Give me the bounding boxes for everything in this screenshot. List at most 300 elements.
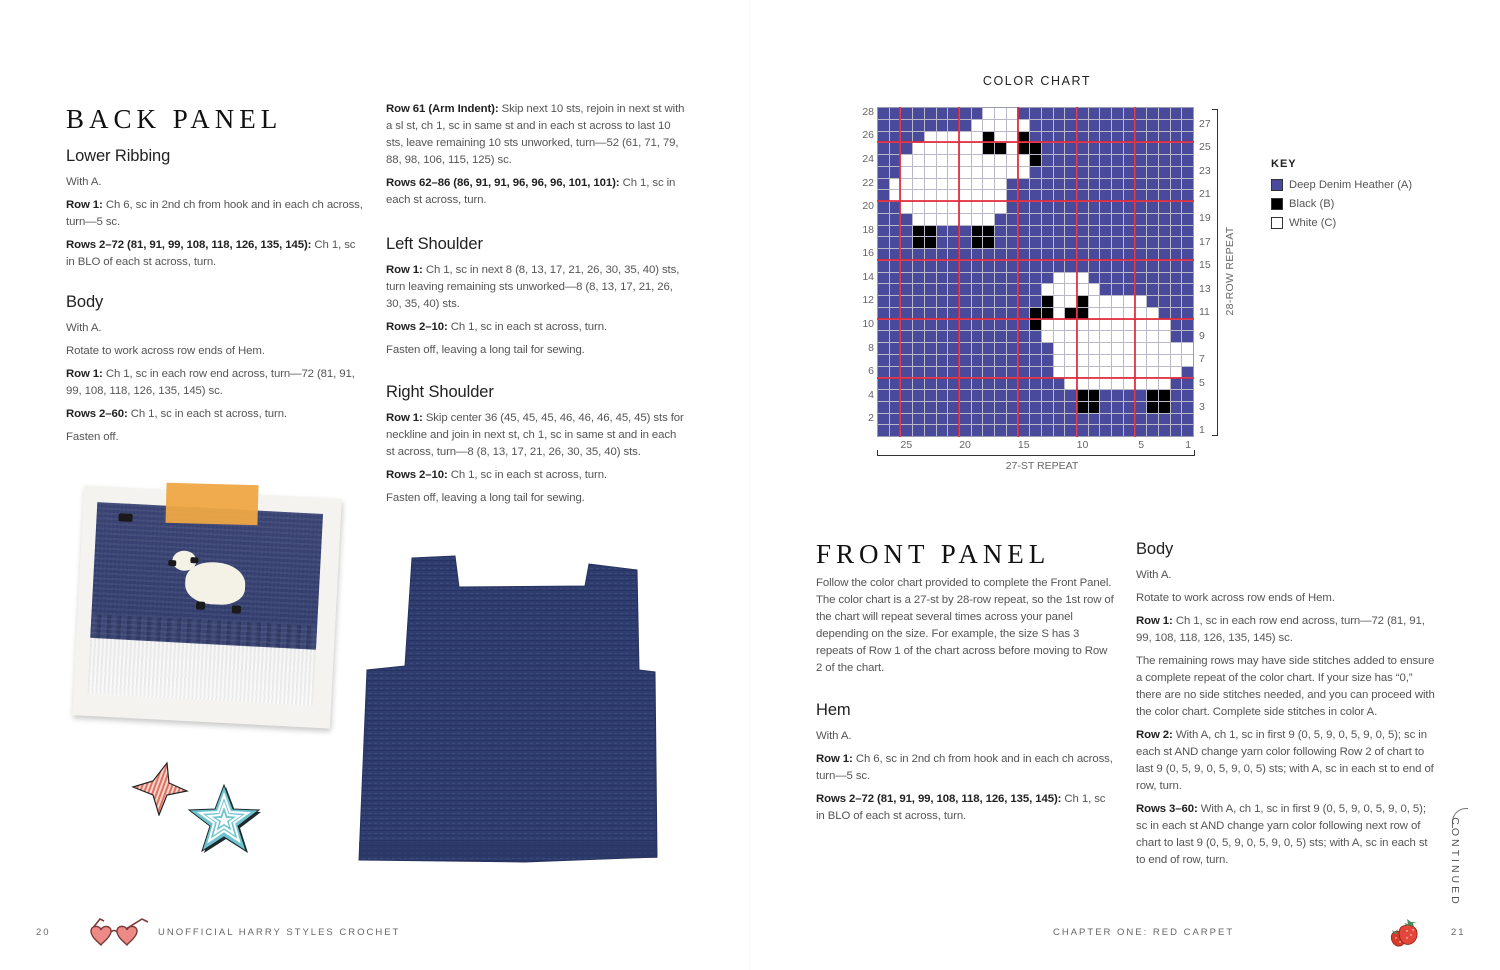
lower-ribbing-heading: Lower Ribbing — [66, 147, 171, 165]
chart-cell — [1065, 167, 1076, 178]
chart-cell — [1112, 273, 1123, 284]
chart-cell — [1182, 414, 1193, 425]
chart-cell — [1171, 261, 1182, 272]
chart-cell — [1182, 378, 1193, 389]
chart-cell — [1100, 402, 1111, 413]
chart-cell — [1159, 108, 1170, 119]
chart-cell — [1054, 261, 1065, 272]
chart-cell — [1124, 273, 1135, 284]
chart-cell — [1042, 331, 1053, 342]
swatch-photo-image — [87, 502, 323, 706]
chart-cell — [1112, 367, 1123, 378]
chart-cell — [983, 284, 994, 295]
chart-cell — [878, 214, 889, 225]
row-tick-label: 18 — [862, 223, 874, 236]
chart-cell — [901, 202, 912, 213]
chart-cell — [901, 402, 912, 413]
chart-cell — [1112, 261, 1123, 272]
chart-cell — [972, 202, 983, 213]
chart-cell — [972, 226, 983, 237]
chart-cell — [1112, 390, 1123, 401]
chart-cell — [1171, 343, 1182, 354]
row-tick-label: 7 — [1199, 353, 1205, 366]
chart-cell — [995, 414, 1006, 425]
chart-cell — [1147, 331, 1158, 342]
chart-cell — [1182, 425, 1193, 436]
chart-cell — [1007, 296, 1018, 307]
sheep-ear — [190, 557, 198, 563]
left-shoulder-row: Row 1: Ch 1, sc in next 8 (8, 13, 17, 21, 26, 30, 35, 40) sts, turn leaving remaining sts unworked—8 (8, 13, 17, 21, 26, 30, 35, 40) sts. — [386, 264, 680, 310]
chart-cell — [1054, 296, 1065, 307]
chart-cell — [878, 179, 889, 190]
chart-cell — [1124, 237, 1135, 248]
chart-cell — [1007, 308, 1018, 319]
chart-cell — [1042, 143, 1053, 154]
body-heading: Body — [66, 293, 104, 311]
chart-cell — [1147, 108, 1158, 119]
chart-cell — [972, 237, 983, 248]
chart-cell — [1065, 355, 1076, 366]
chart-cell — [1112, 331, 1123, 342]
chart-cell — [1171, 214, 1182, 225]
chart-red-gridline — [877, 141, 1194, 143]
chart-cell — [995, 202, 1006, 213]
chart-cell — [1135, 414, 1146, 425]
chart-cell — [983, 331, 994, 342]
chart-cell — [1100, 425, 1111, 436]
chart-cell — [995, 167, 1006, 178]
chart-cell — [960, 355, 971, 366]
row-tick-label: 20 — [862, 200, 874, 213]
chart-cell — [937, 308, 948, 319]
chart-cell — [1065, 273, 1076, 284]
chart-cell — [1030, 343, 1041, 354]
row-tick-label: 10 — [862, 318, 874, 331]
chart-cell — [960, 179, 971, 190]
chart-cell — [1135, 355, 1146, 366]
chart-cell — [937, 296, 948, 307]
chart-cell — [960, 202, 971, 213]
chart-cell — [1171, 202, 1182, 213]
chart-cell — [1018, 320, 1029, 331]
chart-cell — [995, 367, 1006, 378]
white-swatch-icon — [1271, 217, 1283, 229]
chart-cell — [1007, 261, 1018, 272]
chart-cell — [1089, 414, 1100, 425]
chart-cell — [901, 308, 912, 319]
row-tick-label: 3 — [1199, 400, 1205, 413]
striped-star-sticker-icon — [128, 760, 190, 816]
chart-red-gridline — [877, 377, 1194, 379]
chart-cell — [972, 390, 983, 401]
sheep-ear — [168, 560, 176, 566]
chart-cell — [1054, 143, 1065, 154]
chart-cell — [901, 355, 912, 366]
chart-cell — [1054, 414, 1065, 425]
chart-cell — [1124, 249, 1135, 260]
chart-cell — [937, 143, 948, 154]
chart-cell — [1182, 273, 1193, 284]
stitch-tick-label: 5 — [1138, 439, 1145, 451]
chart-cell — [1065, 402, 1076, 413]
row-tick-label: 21 — [1199, 188, 1211, 201]
chart-cell — [972, 320, 983, 331]
row-tick-label: 9 — [1199, 329, 1205, 342]
chart-cell — [1077, 261, 1088, 272]
chart-cell — [913, 202, 924, 213]
chart-cell — [1054, 202, 1065, 213]
chart-cell — [972, 284, 983, 295]
chart-cell — [913, 261, 924, 272]
chart-cell — [960, 214, 971, 225]
chart-cell — [1077, 120, 1088, 131]
row-tick-label: 26 — [862, 129, 874, 142]
chart-cell — [1171, 425, 1182, 436]
chart-cell — [1182, 296, 1193, 307]
chart-cell — [960, 143, 971, 154]
row-tick-label: 2 — [868, 412, 874, 425]
chart-cell — [972, 367, 983, 378]
chart-cell — [1147, 155, 1158, 166]
chart-cell — [983, 414, 994, 425]
chart-cell — [1007, 378, 1018, 389]
chart-cell — [937, 214, 948, 225]
chart-cell — [925, 249, 936, 260]
chart-cell — [1100, 237, 1111, 248]
chart-cell — [878, 390, 889, 401]
continued-label: CONTINUED — [1449, 817, 1461, 907]
chart-cell — [937, 120, 948, 131]
chart-cell — [1054, 167, 1065, 178]
chart-cell — [972, 120, 983, 131]
chart-cell — [1018, 402, 1029, 413]
chart-cell — [960, 425, 971, 436]
chart-cell — [995, 378, 1006, 389]
chart-cell — [983, 202, 994, 213]
strawberries-icon — [1388, 916, 1422, 948]
chart-cell — [1054, 425, 1065, 436]
chart-cell — [878, 108, 889, 119]
chart-cell — [937, 273, 948, 284]
chart-cell — [983, 108, 994, 119]
chart-cell — [1042, 414, 1053, 425]
chart-cell — [1018, 331, 1029, 342]
chart-cell — [913, 402, 924, 413]
chart-cell — [1042, 155, 1053, 166]
chart-cell — [960, 414, 971, 425]
stitch-tick-label: 15 — [1017, 439, 1030, 451]
chart-cell — [1182, 402, 1193, 413]
chart-cell — [1018, 414, 1029, 425]
chart-cell — [913, 331, 924, 342]
chart-red-gridline — [1076, 107, 1078, 437]
chart-cell — [937, 226, 948, 237]
chart-cell — [1112, 425, 1123, 436]
chart-cell — [925, 143, 936, 154]
chart-cell — [1182, 331, 1193, 342]
hem-row: Rows 2–72 (81, 91, 99, 108, 118, 126, 135, 145): Ch 1, sc in BLO of each st across, turn. — [816, 793, 1106, 822]
chart-cell — [1030, 120, 1041, 131]
chart-cell — [972, 343, 983, 354]
chart-cell — [901, 331, 912, 342]
chart-cell — [913, 343, 924, 354]
chart-cell — [913, 179, 924, 190]
chart-cell — [1171, 167, 1182, 178]
chart-cell — [983, 402, 994, 413]
chart-cell — [1100, 284, 1111, 295]
chart-cell — [983, 425, 994, 436]
chart-cell — [1112, 108, 1123, 119]
chart-cell — [1159, 343, 1170, 354]
chart-cell — [1147, 296, 1158, 307]
chart-cell — [1182, 284, 1193, 295]
chart-cell — [1007, 108, 1018, 119]
chart-cell — [1171, 320, 1182, 331]
chart-cell — [925, 414, 936, 425]
chart-cell — [1171, 367, 1182, 378]
chart-cell — [1042, 367, 1053, 378]
chart-cell — [1182, 155, 1193, 166]
chart-cell — [995, 249, 1006, 260]
chart-cell — [1182, 237, 1193, 248]
blue-star-sticker-icon — [186, 782, 262, 854]
chart-cell — [1147, 367, 1158, 378]
chart-cell — [925, 355, 936, 366]
chart-cell — [1089, 320, 1100, 331]
chart-cell — [913, 296, 924, 307]
chart-cell — [1147, 202, 1158, 213]
chart-cell — [972, 378, 983, 389]
chart-cell — [1171, 331, 1182, 342]
chart-cell — [1100, 390, 1111, 401]
row-tick-label: 25 — [1199, 141, 1211, 154]
chart-cell — [878, 261, 889, 272]
chart-cell — [1030, 402, 1041, 413]
chart-cell — [1065, 425, 1076, 436]
chart-cell — [925, 343, 936, 354]
chart-cell — [1124, 108, 1135, 119]
chart-cell — [1112, 202, 1123, 213]
chart-cell — [1159, 284, 1170, 295]
chart-cell — [1100, 214, 1111, 225]
chart-cell — [1159, 179, 1170, 190]
chart-cell — [1112, 120, 1123, 131]
chart-cell — [1054, 355, 1065, 366]
chart-cell — [925, 261, 936, 272]
key-item-deep-denim — [1271, 175, 1412, 194]
chart-cell — [1171, 273, 1182, 284]
chart-cell — [1135, 390, 1146, 401]
chart-cell — [1135, 143, 1146, 154]
chart-cell — [1077, 202, 1088, 213]
chart-cell — [1135, 343, 1146, 354]
chart-cell — [1077, 378, 1088, 389]
chart-cell — [1100, 355, 1111, 366]
chart-cell — [1171, 155, 1182, 166]
chart-cell — [983, 155, 994, 166]
chart-cell — [1077, 284, 1088, 295]
chart-cell — [1124, 284, 1135, 295]
chart-cell — [1112, 320, 1123, 331]
chart-cell — [1147, 261, 1158, 272]
chart-cell — [1030, 296, 1041, 307]
chart-cell — [960, 226, 971, 237]
chart-cell — [983, 390, 994, 401]
chart-cell — [913, 214, 924, 225]
chart-cell — [1054, 390, 1065, 401]
chart-cell — [878, 237, 889, 248]
chart-cell — [995, 108, 1006, 119]
chart-cell — [1030, 202, 1041, 213]
chart-cell — [1147, 414, 1158, 425]
chart-cell — [960, 367, 971, 378]
arm-indent-row: Row 61 (Arm Indent): Skip next 10 sts, rejoin in next st with a sl st, ch 1, sc in same st and in each st across to last 10 sts, leave remaining 10 sts unworked, turn—52 (61, 71, 79, 88, 98, 106, 115, 125) sc. — [386, 103, 685, 166]
chart-cell — [1065, 143, 1076, 154]
chart-cell — [878, 296, 889, 307]
chart-cell — [1147, 425, 1158, 436]
left-shoulder-row: Rows 2–10: Ch 1, sc in each st across, turn. — [386, 321, 607, 333]
chart-cell — [972, 296, 983, 307]
chart-cell — [1042, 226, 1053, 237]
chart-cell — [1124, 261, 1135, 272]
chart-cell — [1147, 214, 1158, 225]
chart-cell — [960, 167, 971, 178]
chart-cell — [1018, 296, 1029, 307]
chart-cell — [1147, 390, 1158, 401]
chart-cell — [925, 120, 936, 131]
chart-cell — [1018, 390, 1029, 401]
chart-cell — [1065, 108, 1076, 119]
right-shoulder-end: Fasten off, leaving a long tail for sewing. — [386, 492, 585, 504]
chart-cell — [1030, 226, 1041, 237]
chart-cell — [995, 355, 1006, 366]
chart-cell — [925, 390, 936, 401]
chart-cell — [1089, 226, 1100, 237]
chart-cell — [901, 390, 912, 401]
chart-cell — [995, 296, 1006, 307]
front-body-row: Row 1: Ch 1, sc in each row end across, turn—72 (81, 91, 99, 108, 118, 126, 135, 145) sc. — [1136, 615, 1425, 644]
chart-cell — [972, 331, 983, 342]
chart-cell — [1089, 378, 1100, 389]
chart-cell — [1007, 367, 1018, 378]
chart-cell — [1147, 179, 1158, 190]
chart-cell — [913, 367, 924, 378]
chart-cell — [1042, 167, 1053, 178]
chart-cell — [1124, 320, 1135, 331]
chart-cell — [901, 296, 912, 307]
hem-heading: Hem — [816, 701, 851, 719]
stitch-tick-label: 25 — [900, 439, 913, 451]
chart-red-gridline — [1017, 107, 1019, 437]
chart-cell — [1042, 249, 1053, 260]
chart-cell — [1054, 320, 1065, 331]
chart-cell — [983, 296, 994, 307]
chart-cell — [1159, 226, 1170, 237]
chart-cell — [1147, 378, 1158, 389]
chart-cell — [1089, 367, 1100, 378]
chart-cell — [1100, 120, 1111, 131]
chart-cell — [1147, 237, 1158, 248]
chart-cell — [1065, 414, 1076, 425]
chart-cell — [1100, 320, 1111, 331]
chart-cell — [901, 155, 912, 166]
chart-cell — [1089, 120, 1100, 131]
chart-cell — [1089, 273, 1100, 284]
chart-cell — [937, 355, 948, 366]
chart-cell — [1159, 273, 1170, 284]
chart-cell — [1171, 120, 1182, 131]
chart-cell — [995, 143, 1006, 154]
chart-cell — [1100, 308, 1111, 319]
page-gutter — [749, 0, 751, 970]
chart-cell — [972, 402, 983, 413]
chart-cell — [1018, 249, 1029, 260]
chart-cell — [925, 108, 936, 119]
chart-cell — [960, 155, 971, 166]
row-repeat-bracket — [1212, 109, 1218, 436]
chart-cell — [983, 214, 994, 225]
chart-cell — [1159, 331, 1170, 342]
chart-cell — [1159, 249, 1170, 260]
chart-cell — [901, 378, 912, 389]
chart-cell — [937, 167, 948, 178]
chart-cell — [972, 143, 983, 154]
chart-cell — [960, 320, 971, 331]
row-tick-label: 28 — [862, 105, 874, 118]
chart-cell — [1182, 179, 1193, 190]
left-shoulder-end: Fasten off, leaving a long tail for sewing. — [386, 344, 585, 356]
chart-cell — [1077, 249, 1088, 260]
chart-cell — [1018, 355, 1029, 366]
chart-cell — [1159, 120, 1170, 131]
chart-cell — [913, 108, 924, 119]
chart-cell — [1054, 226, 1065, 237]
chart-cell — [1135, 425, 1146, 436]
chart-cell — [1147, 308, 1158, 319]
chart-cell — [1100, 378, 1111, 389]
chart-cell — [1065, 261, 1076, 272]
chart-cell — [1182, 249, 1193, 260]
chart-cell — [1018, 367, 1029, 378]
row-tick-label: 11 — [1199, 306, 1210, 319]
chart-cell — [1147, 167, 1158, 178]
chart-cell — [1112, 378, 1123, 389]
chart-cell — [937, 261, 948, 272]
chart-cell — [1042, 402, 1053, 413]
chart-cell — [1054, 308, 1065, 319]
chart-cell — [1089, 261, 1100, 272]
chart-cell — [878, 202, 889, 213]
chart-cell — [1030, 284, 1041, 295]
chart-cell — [901, 273, 912, 284]
chart-cell — [1124, 214, 1135, 225]
front-body-with: With A. — [1136, 569, 1172, 581]
chart-cell — [1182, 261, 1193, 272]
chart-cell — [1077, 237, 1088, 248]
chart-cell — [1112, 179, 1123, 190]
chart-cell — [1065, 249, 1076, 260]
row-repeat-label: 28-ROW REPEAT — [1224, 226, 1236, 316]
chart-cell — [878, 355, 889, 366]
chart-cell — [1042, 108, 1053, 119]
chart-cell — [1100, 108, 1111, 119]
front-panel-intro: Follow the color chart provided to complete the Front Panel. The color chart is a 27-st by 28-row repeat, so the 1st row of the chart will repeat several times across your panel depending on the size. For example, the size S has 3 repeats of Row 1 of the chart across before moving to Row 2 of the chart. — [816, 577, 1114, 674]
chart-cell — [1159, 355, 1170, 366]
chart-cell — [1007, 414, 1018, 425]
chart-cell — [878, 167, 889, 178]
chart-red-gridline — [958, 107, 960, 437]
chart-cell — [1054, 284, 1065, 295]
